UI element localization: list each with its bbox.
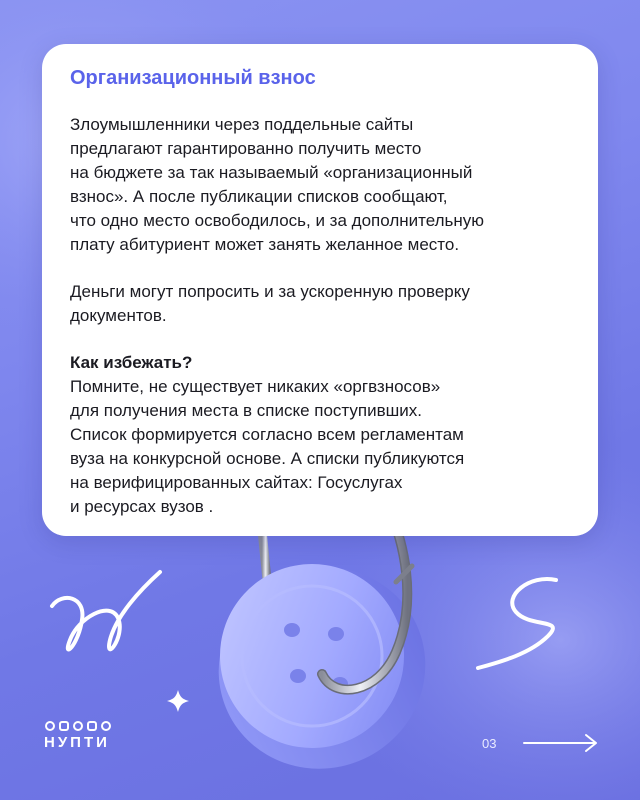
scribble-icon	[52, 572, 160, 649]
text-line: что одно место освободилось, и за дополнительную	[70, 211, 485, 230]
page-number: 03	[482, 736, 497, 751]
text-line: Список формируется согласно всем регламентам	[70, 425, 464, 444]
brand-logo	[44, 720, 114, 760]
arrow-right-icon[interactable]	[522, 733, 600, 753]
text-line: Злоумышленники через поддельные сайты	[70, 115, 414, 134]
text-line: на верифицированных сайтах: Госуслугах	[70, 473, 403, 492]
text-line: для получения места в списке поступивших.	[70, 401, 423, 420]
card-body	[70, 113, 570, 519]
text-line: документов.	[70, 306, 167, 325]
info-card	[42, 44, 598, 536]
text-line: и ресурсах вузов .	[70, 497, 214, 516]
logo-text: НУПТИ	[44, 734, 110, 751]
paragraph-document-check	[70, 280, 570, 328]
text-line: предлагают гарантированно получить место	[70, 139, 422, 158]
text-line: вуза на конкурсной основе. А списки публикуются	[70, 449, 465, 468]
text-line: Деньги могут попросить и за ускоренную проверку	[70, 282, 470, 301]
sparkle-icon	[167, 690, 189, 712]
text-line: взнос». А после публикации списков сообщают,	[70, 187, 448, 206]
card-title: Организационный взнос	[70, 67, 316, 89]
text-line: на бюджете за так называемый «организационный	[70, 163, 473, 182]
text-line: Помните, не существует никаких «оргвзносов»	[70, 377, 441, 396]
spacer	[70, 257, 570, 280]
paragraph-scam-description	[70, 113, 570, 257]
logo-icon	[44, 720, 114, 732]
spacer	[70, 328, 570, 351]
text-line: плату абитуриент может занять желанное место.	[70, 235, 460, 254]
section-heading: Как избежать?	[70, 353, 193, 372]
paragraph-how-to-avoid	[70, 351, 570, 519]
